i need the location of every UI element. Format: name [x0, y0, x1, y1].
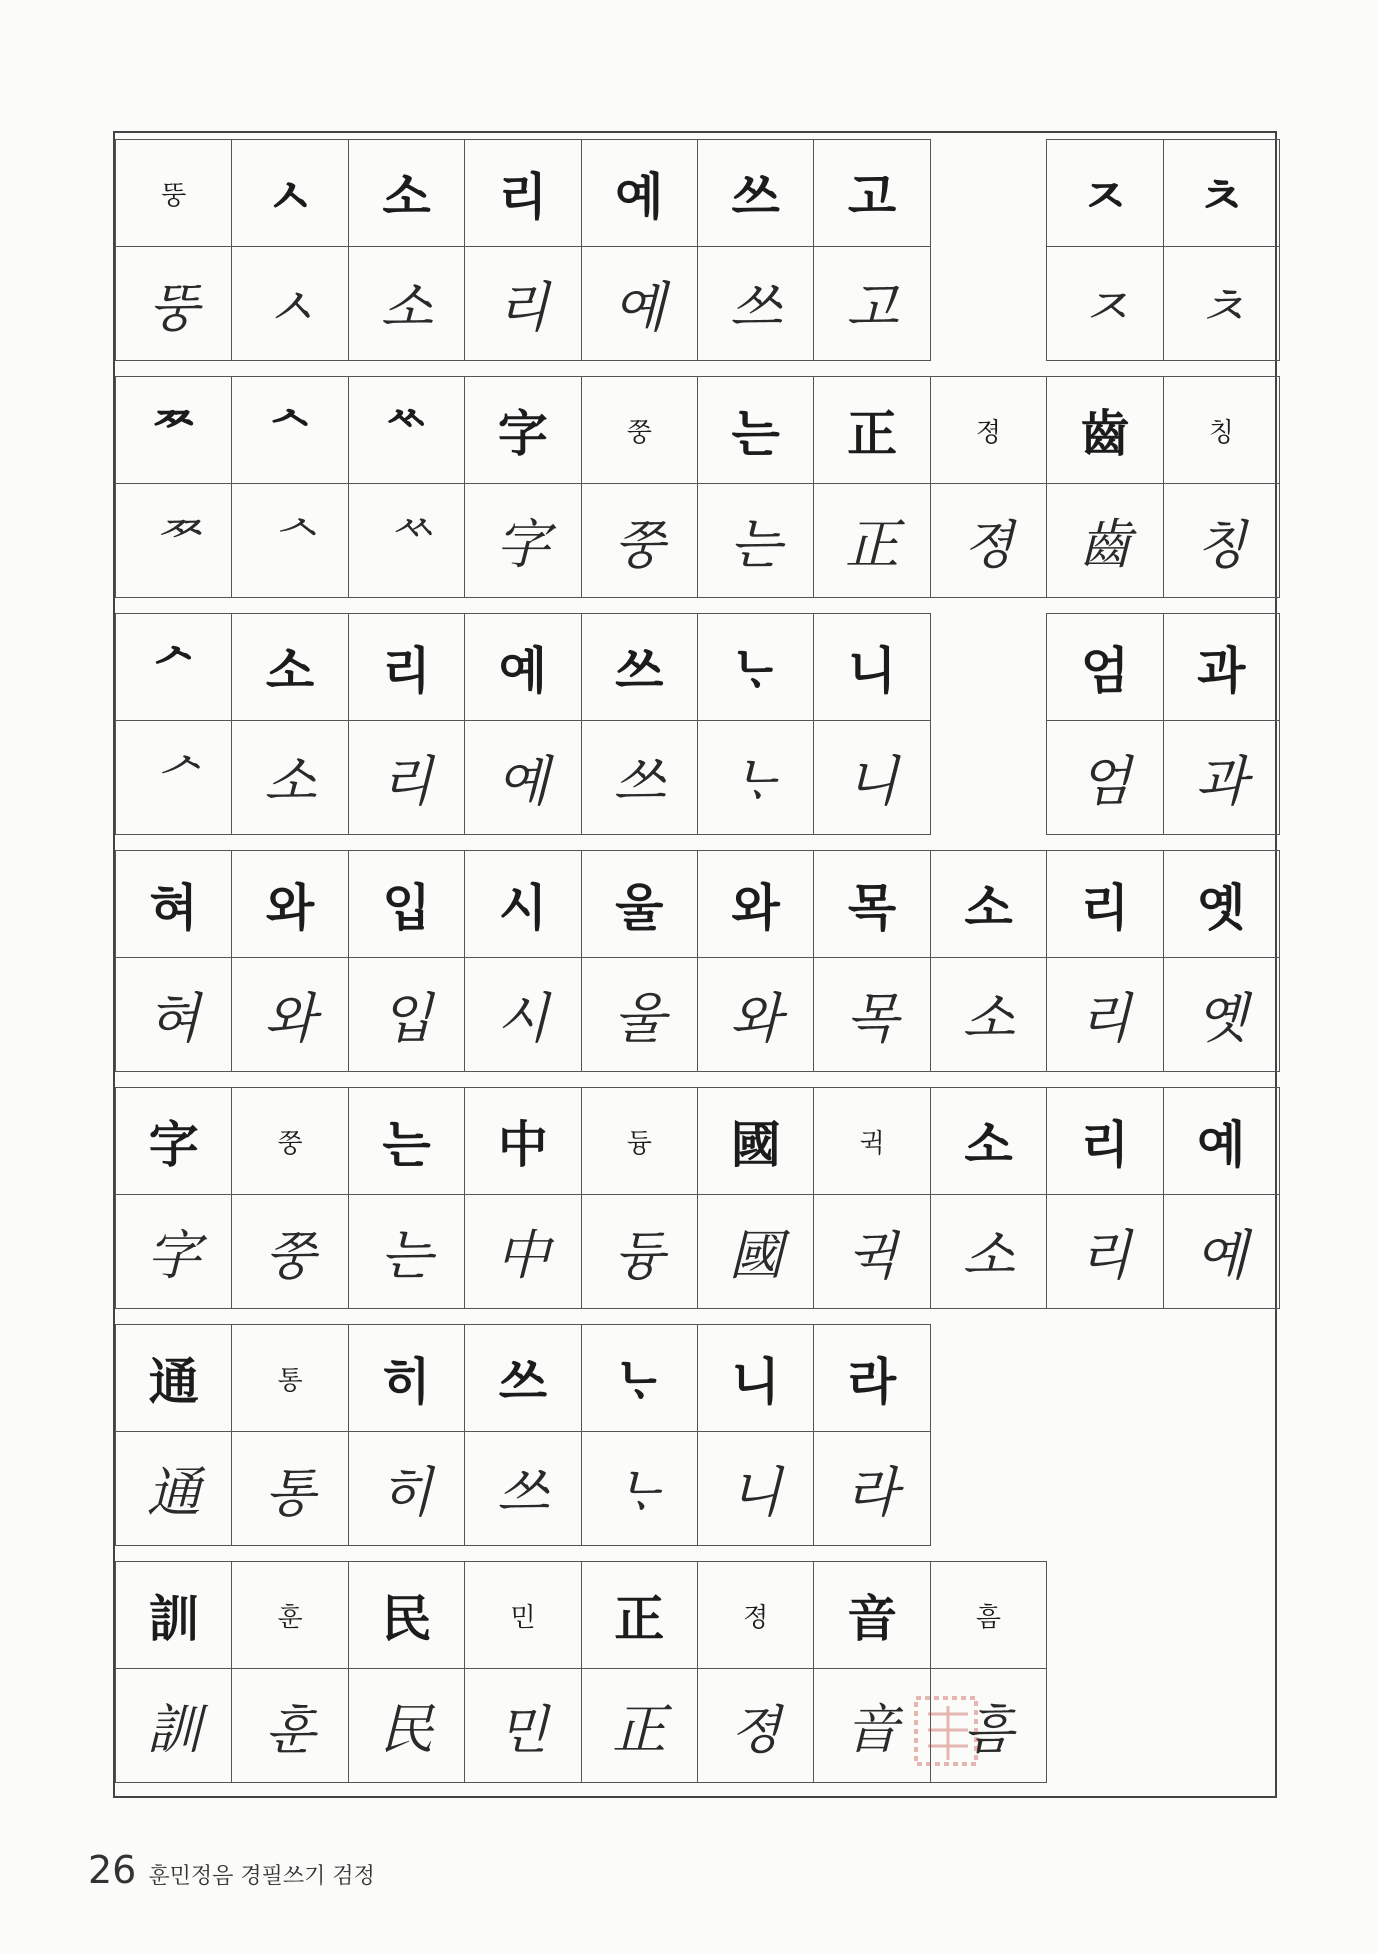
model-character-cell: 통: [231, 1324, 348, 1432]
model-character-cell: ᄼ: [115, 613, 232, 721]
model-character-cell: 소: [231, 613, 348, 721]
handwritten-copy-cell: 는: [697, 483, 814, 598]
handwritten-copy-cell: 과: [1163, 720, 1280, 835]
writing-practice-sheet: [113, 131, 1277, 1798]
handwritten-copy-cell: 쭝: [581, 483, 698, 598]
handwritten-copy-cell: ᄍ: [115, 483, 232, 598]
model-character-cell: 혀: [115, 850, 232, 958]
handwritten-copy-cell: 齒: [1046, 483, 1163, 598]
model-character-cell: 訓: [115, 1561, 232, 1669]
handwritten-copy-cell: ᄼ: [115, 720, 232, 835]
model-character-cell: 齒: [1046, 376, 1163, 484]
handwritten-copy-cell: 리: [1046, 957, 1163, 1072]
handwritten-copy-cell: 혀: [115, 957, 232, 1072]
handwritten-copy-cell: 訓: [115, 1668, 232, 1783]
handwritten-copy-cell: 는: [348, 1194, 465, 1309]
model-character-cell: 민: [464, 1561, 581, 1669]
model-character-cell: 쓰: [581, 613, 698, 721]
page-number: 26: [88, 1848, 137, 1892]
handwritten-copy-cell: 졍: [930, 483, 1047, 598]
model-character-cell: 리: [1046, 1087, 1163, 1195]
handwritten-copy-cell: 통: [231, 1431, 348, 1546]
model-character-cell: 와: [231, 850, 348, 958]
seal-stamp: [912, 1690, 984, 1770]
handwritten-copy-cell: 귁: [813, 1194, 930, 1309]
model-character-cell: 예: [581, 139, 698, 247]
handwritten-copy-cell: 리: [1046, 1194, 1163, 1309]
character-grid: [115, 133, 1275, 1796]
model-character-cell: ㅊ: [1163, 139, 1280, 247]
model-character-cell: 과: [1163, 613, 1280, 721]
model-character-cell: ᄂᆞ: [581, 1324, 698, 1432]
model-character-cell: 히: [348, 1324, 465, 1432]
handwritten-copy-cell: 예: [581, 246, 698, 361]
handwritten-copy-cell: 中: [464, 1194, 581, 1309]
model-character-cell: 는: [697, 376, 814, 484]
model-character-cell: 쭝: [231, 1087, 348, 1195]
model-character-cell: 니: [813, 613, 930, 721]
handwritten-copy-cell: 옛: [1163, 957, 1280, 1072]
handwritten-copy-cell: 字: [115, 1194, 232, 1309]
model-character-cell: 소: [930, 850, 1047, 958]
model-character-cell: 목: [813, 850, 930, 958]
model-character-cell: 예: [1163, 1087, 1280, 1195]
model-character-cell: 民: [348, 1561, 465, 1669]
model-character-cell: 니: [697, 1324, 814, 1432]
model-character-cell: 正: [581, 1561, 698, 1669]
model-character-cell: 흠: [930, 1561, 1047, 1669]
handwritten-copy-cell: 졍: [697, 1668, 814, 1783]
handwritten-copy-cell: 니: [697, 1431, 814, 1546]
model-character-cell: 울: [581, 850, 698, 958]
handwritten-copy-cell: 엄: [1046, 720, 1163, 835]
model-character-cell: 옛: [1163, 850, 1280, 958]
model-character-cell: ᄾ: [231, 376, 348, 484]
model-character-cell: 中: [464, 1087, 581, 1195]
model-character-cell: 소: [930, 1087, 1047, 1195]
handwritten-copy-cell: 쓰: [464, 1431, 581, 1546]
model-character-cell: 칭: [1163, 376, 1280, 484]
handwritten-copy-cell: 소: [348, 246, 465, 361]
model-character-cell: 소: [348, 139, 465, 247]
handwritten-copy-cell: 입: [348, 957, 465, 1072]
handwritten-copy-cell: 쓰: [697, 246, 814, 361]
handwritten-copy-cell: ㅈ: [1046, 246, 1163, 361]
handwritten-copy-cell: 뚱: [115, 246, 232, 361]
model-character-cell: 音: [813, 1561, 930, 1669]
model-character-cell: 졍: [697, 1561, 814, 1669]
model-character-cell: 와: [697, 850, 814, 958]
handwritten-copy-cell: 通: [115, 1431, 232, 1546]
model-character-cell: ᄂᆞ: [697, 613, 814, 721]
handwritten-copy-cell: 音: [813, 1668, 930, 1783]
handwritten-copy-cell: 고: [813, 246, 930, 361]
handwritten-copy-cell: 쓰: [581, 720, 698, 835]
handwritten-copy-cell: 와: [697, 957, 814, 1072]
handwritten-copy-cell: 소: [930, 957, 1047, 1072]
handwritten-copy-cell: 예: [464, 720, 581, 835]
handwritten-copy-cell: 예: [1163, 1194, 1280, 1309]
model-character-cell: 國: [697, 1087, 814, 1195]
page-footer: [88, 1848, 375, 1892]
model-character-cell: 리: [464, 139, 581, 247]
handwritten-copy-cell: 國: [697, 1194, 814, 1309]
handwritten-copy-cell: 소: [231, 720, 348, 835]
handwritten-copy-cell: 쭝: [231, 1194, 348, 1309]
model-character-cell: 입: [348, 850, 465, 958]
model-character-cell: 예: [464, 613, 581, 721]
handwritten-copy-cell: 훈: [231, 1668, 348, 1783]
handwritten-copy-cell: 민: [464, 1668, 581, 1783]
model-character-cell: 리: [348, 613, 465, 721]
handwritten-copy-cell: 울: [581, 957, 698, 1072]
handwritten-copy-cell: 히: [348, 1431, 465, 1546]
model-character-cell: 字: [115, 1087, 232, 1195]
handwritten-copy-cell: 民: [348, 1668, 465, 1783]
handwritten-copy-cell: 니: [813, 720, 930, 835]
model-character-cell: 시: [464, 850, 581, 958]
handwritten-copy-cell: 소: [930, 1194, 1047, 1309]
handwritten-copy-cell: ㅊ: [1163, 246, 1280, 361]
model-character-cell: 正: [813, 376, 930, 484]
model-character-cell: 졍: [930, 376, 1047, 484]
handwritten-copy-cell: 흠: [930, 1668, 1047, 1783]
handwritten-copy-cell: 와: [231, 957, 348, 1072]
model-character-cell: 라: [813, 1324, 930, 1432]
handwritten-copy-cell: ᄿ: [348, 483, 465, 598]
book-title: 훈민정음 경필쓰기 검정: [148, 1864, 375, 1889]
model-character-cell: ㅅ: [231, 139, 348, 247]
handwritten-copy-cell: ᄾ: [231, 483, 348, 598]
handwritten-copy-cell: ᄂᆞ: [697, 720, 814, 835]
handwritten-copy-cell: 字: [464, 483, 581, 598]
model-character-cell: 엄: [1046, 613, 1163, 721]
model-character-cell: 通: [115, 1324, 232, 1432]
model-character-cell: ᄍ: [115, 376, 232, 484]
handwritten-copy-cell: 正: [581, 1668, 698, 1783]
handwritten-copy-cell: 리: [348, 720, 465, 835]
model-character-cell: 는: [348, 1087, 465, 1195]
handwritten-copy-cell: 시: [464, 957, 581, 1072]
model-character-cell: 듕: [581, 1087, 698, 1195]
model-character-cell: 귁: [813, 1087, 930, 1195]
model-character-cell: ㅈ: [1046, 139, 1163, 247]
model-character-cell: 쓰: [464, 1324, 581, 1432]
model-character-cell: 쓰: [697, 139, 814, 247]
model-character-cell: 字: [464, 376, 581, 484]
model-character-cell: 쭝: [581, 376, 698, 484]
handwritten-copy-cell: 듕: [581, 1194, 698, 1309]
handwritten-copy-cell: 라: [813, 1431, 930, 1546]
model-character-cell: 고: [813, 139, 930, 247]
handwritten-copy-cell: 칭: [1163, 483, 1280, 598]
handwritten-copy-cell: ㅅ: [231, 246, 348, 361]
handwritten-copy-cell: 목: [813, 957, 930, 1072]
model-character-cell: 훈: [231, 1561, 348, 1669]
handwritten-copy-cell: 正: [813, 483, 930, 598]
model-character-cell: 뚱: [115, 139, 232, 247]
model-character-cell: ᄿ: [348, 376, 465, 484]
handwritten-copy-cell: ᄂᆞ: [581, 1431, 698, 1546]
model-character-cell: 리: [1046, 850, 1163, 958]
handwritten-copy-cell: 리: [464, 246, 581, 361]
